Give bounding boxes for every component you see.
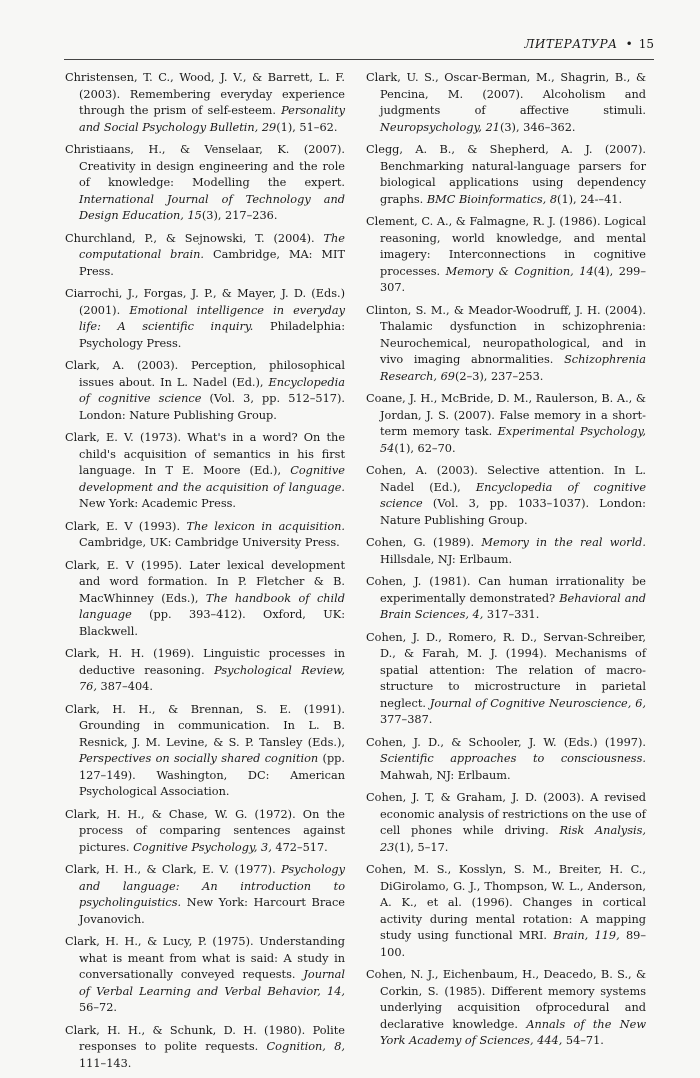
reference-entry (366, 391, 646, 457)
reference-source: BMC Bioinformatics, 8 (426, 192, 558, 206)
reference-text (315, 232, 324, 245)
reference-authors: Clark, H. H. (1969). (65, 647, 195, 660)
reference-text (120, 304, 129, 317)
reference-source: The computational brain. (79, 231, 345, 261)
reference-authors: Clark, E. V (1995). (65, 558, 183, 572)
reference-entry (366, 862, 646, 961)
reference-source: The handbook of child language (79, 591, 345, 621)
reference-entry (65, 1023, 345, 1073)
reference-text: Linguistic processes in deductive reasoning. (79, 647, 345, 677)
reference-authors: Christiaans, H., & Venselaar, K. (2007). (65, 143, 345, 156)
reference-entry (366, 142, 646, 208)
reference-source: Emotional intelligence in everyday life: A scientific inquiry. (79, 303, 346, 333)
reference-source: Cognition, 8, (266, 1040, 345, 1053)
reference-entry (65, 142, 345, 225)
reference-details: (2–3), 237–253. (454, 369, 544, 383)
reference-source: Behavioral and Brain Sciences, 4, (380, 591, 646, 621)
reference-details: Cambridge, MA: MIT Press. (79, 248, 345, 278)
reference-details: (1), 24-–41. (557, 192, 623, 206)
reference-source: International Journal of Technology and Design Education, 15 (79, 192, 345, 222)
reference-entry (366, 214, 646, 297)
reference-authors: Ciarrochi, J., Forgas, J. P., & Mayer, J. D. (Eds.) (2001). (65, 287, 345, 317)
reference-authors: Churchland, P., & Sejnowski, T. (2004). (65, 231, 315, 245)
reference-entry (366, 967, 646, 1050)
reference-text: Selective attention. In L. Nadel (Ed.), (380, 464, 647, 494)
reference-source: Risk Analysis, 23 (380, 824, 646, 854)
reference-details: 472–517. (271, 840, 328, 854)
reference-details: (Vol. 3, pp. 512–517). London: Nature Publishing Group. (79, 392, 345, 422)
reference-entry (65, 558, 345, 641)
reference-authors: Clinton, S. M., & Meador-Woodruff, J. H. (2004). (366, 303, 646, 317)
left-reference-column (65, 70, 345, 1078)
reference-entry (65, 519, 345, 552)
reference-text: Understanding what is meant from what is said: A study in conversationally conveyed requests. (79, 935, 346, 981)
reference-authors: Clark, A. (2003). (65, 359, 179, 372)
reference-source: Brain, 119, (553, 929, 620, 942)
reference-details: (3), 346–362. (499, 120, 576, 134)
reference-entry (366, 463, 646, 529)
reference-text: Thalamic dysfunction in schizophrenia: Neurochemical, neuropathological, and in vivo imaging abnormalities. (380, 320, 646, 366)
reference-authors: Cohen, A. (2003). (366, 464, 478, 477)
reference-source: Encyclopedia of cognitive science (380, 480, 647, 510)
reference-details: 377–387. (380, 713, 433, 726)
page-number: 15 (638, 37, 654, 51)
reference-details: (1), 62–70. (394, 441, 456, 455)
reference-entry (65, 862, 345, 928)
reference-details: 56–72. (79, 1001, 117, 1014)
reference-authors: Clark, E. V (1993). (65, 519, 181, 533)
reference-text: Perception, philosophical issues about. In L. Nadel (Ed.), (79, 359, 345, 389)
reference-source: The lexicon in acquisition. (186, 519, 345, 533)
header-bullet: • (625, 37, 633, 51)
reference-text: Polite responses to polite requests. (79, 1023, 345, 1053)
reference-entry (65, 934, 345, 1017)
reference-source: Cognitive Psychology, 3, (133, 840, 272, 854)
reference-details: New York: Harcourt Brace Jovanovich. (79, 896, 345, 926)
reference-details: New York: Academic Press. (79, 497, 237, 510)
reference-entry (65, 807, 345, 857)
reference-authors: Cohen, G. (1989). (366, 536, 475, 549)
reference-authors: Clegg, A. B., & Shepherd, A. J. (2007). (366, 143, 646, 156)
reference-details: 317–331. (483, 608, 540, 621)
reference-authors: Cohen, J. D., Romero, R. D., Servan-Schreiber, D., & Farah, M. J. (1994). (366, 630, 646, 660)
reference-text: Grounding in communication. In L. B. Resnick, J. M. Levine, & S. P. Tansley (Eds.), (79, 719, 345, 749)
reference-entry (65, 358, 345, 424)
reference-details: (pp. 127–149). Washington, DC: American Psychological Association. (79, 752, 345, 798)
reference-text: Later lexical development and word formation. In P. Fletcher & B. MacWhinney (Eds.), (79, 558, 345, 605)
reference-text: A revised economic analysis of restrictions on the use of cell phones while driving. (380, 791, 647, 837)
reference-details: (1), 51–62. (276, 120, 338, 134)
reference-text: Logical reasoning, world knowledge, and mental imagery: Interconnections in cognitive processes. (380, 215, 646, 278)
reference-details: 89–100. (380, 929, 646, 959)
reference-entry (366, 70, 646, 136)
reference-entry (65, 286, 345, 352)
right-reference-column (366, 70, 646, 1056)
reference-source: Psychology and language: An introduction to psycholinguistics. (79, 863, 345, 909)
reference-details: (pp. 393–412). Oxford, UK: Blackwell. (79, 608, 345, 638)
reference-entry (366, 735, 646, 785)
reference-authors: Clark, E. V. (1973). (65, 431, 182, 444)
reference-authors: Cohen, J. D., & Schooler, J. W. (Eds.) (1997). (366, 735, 646, 749)
reference-entry (65, 646, 345, 696)
reference-source: Memory & Cognition, 14 (445, 264, 594, 278)
reference-authors: Cohen, J. T, & Graham, J. D. (2003). (366, 791, 585, 804)
reference-authors: Clark, H. H., & Lucy, P. (1975). (65, 935, 254, 948)
reference-authors: Clark, H. H., & Schunk, D. H. (1980). (65, 1023, 306, 1037)
reference-text: Mechanisms of spatial attention: The relation of macro-structure to microstructure in parietal neglect. (380, 647, 646, 710)
reference-details: Philadelphia: Psychology Press. (79, 320, 345, 350)
reference-entry (65, 702, 345, 801)
reference-entry (366, 303, 646, 386)
reference-authors: Clement, C. A., & Falmagne, R. J. (1986). (366, 215, 601, 228)
reference-entry (366, 535, 646, 568)
reference-authors: Coane, J. H., McBride, D. M., Raulerson, B. A., & Jordan, J. S. (2007). (366, 392, 646, 422)
reference-entry (65, 430, 345, 513)
reference-source: Journal of Cognitive Neuroscience, 6, (429, 696, 646, 710)
reference-entry (366, 574, 646, 624)
reference-text: Can human irrationality be experimentally demonstrated? (380, 575, 646, 605)
reference-authors: Cohen, N. J., Eichenbaum, H., Deacedo, B. S., & Corkin, S. (1985). (366, 968, 646, 998)
reference-text: On the process of comparing sentences against pictures. (79, 807, 345, 854)
reference-authors: Clark, H. H., & Brennan, S. E. (1991). (65, 702, 345, 716)
reference-details: (1), 5–17. (394, 840, 449, 854)
reference-source: Memory in the real world. (481, 536, 647, 549)
reference-details: Hillsdale, NJ: Erlbaum. (380, 552, 513, 566)
reference-details: 111–143. (79, 1056, 132, 1070)
reference-text: Changes in cortical activity during mental rotation: A mapping study using functional MRI. (380, 896, 646, 942)
reference-details: 387–404. (96, 680, 153, 693)
reference-details: (3), 217–236. (201, 209, 278, 222)
reference-authors: Cohen, M. S., Kosslyn, S. M., Breiter, H. C., DiGirolamo, G. J., Thompson, W. L., Anderson, A. K., et al. (1996). (366, 863, 646, 909)
reference-details: Mahwah, NJ: Erlbaum. (380, 768, 511, 782)
running-header (64, 37, 654, 60)
reference-text: False memory in a short-term memory task. (380, 408, 646, 438)
reference-source: Schizophrenia Research, 69 (380, 353, 646, 383)
reference-text: Different memory systems underlying acquisition ofprocedural and declarative knowledge. (380, 984, 647, 1031)
reference-text: Benchmarking natural-language parsers for biological applications using dependency graphs. (380, 159, 646, 206)
reference-authors: Clark, H. H., & Clark, E. V. (1977). (65, 863, 276, 876)
reference-source: Scientific approaches to consciousness. (380, 752, 646, 765)
reference-source: Personality and Social Psychology Bulletin, 29 (79, 104, 345, 134)
reference-source: Annals of the New York Academy of Sciences, 444, (380, 1017, 646, 1047)
reference-entry (65, 231, 345, 281)
reference-source: Encyclopedia of cognitive science (79, 375, 345, 405)
reference-details: (Vol. 3, pp. 1033–1037). London: Nature Publishing Group. (380, 497, 646, 527)
reference-entry (65, 70, 345, 136)
reference-source: Journal of Verbal Learning and Verbal Behavior, 14, (79, 968, 345, 998)
reference-source: Cognitive development and the acquisition of language. (79, 464, 345, 494)
reference-source: Neuropsychology, 21 (380, 120, 500, 134)
reference-authors: Clark, H. H., & Chase, W. G. (1972). (65, 807, 296, 821)
reference-authors: Clark, U. S., Oscar-Berman, M., Shagrin, B., & Pencina, M. (2007). (366, 71, 646, 101)
reference-authors: Cohen, J. (1981). (366, 575, 471, 588)
reference-text: Creativity in design engineering and the role of knowledge: Modelling the expert. (79, 159, 345, 189)
reference-text: Remembering everyday experience through the prism of self-esteem. (79, 87, 345, 117)
reference-source: Psychological Review, 76, (79, 663, 346, 693)
running-header-title: ЛИТЕРАТУРА (524, 37, 618, 51)
reference-details: Cambridge, UK: Cambridge University Press. (79, 536, 340, 549)
reference-authors: Christensen, T. C., Wood, J. V., & Barrett, L. F. (2003). (65, 71, 345, 101)
reference-source: Experimental Psychology, 54 (380, 425, 647, 455)
reference-details: 54–71. (562, 1034, 604, 1047)
reference-text: What's in a word? On the child's acquisition of semantics in his first language. In T E. Moore (Ed.), (79, 431, 345, 477)
reference-entry (366, 630, 646, 729)
reference-details: (4), 299–307. (380, 264, 646, 294)
reference-source: Perspectives on socially shared cognition (79, 752, 319, 765)
reference-text: Alcoholism and judgments of affective stimuli. (380, 87, 647, 117)
reference-entry (366, 790, 646, 856)
